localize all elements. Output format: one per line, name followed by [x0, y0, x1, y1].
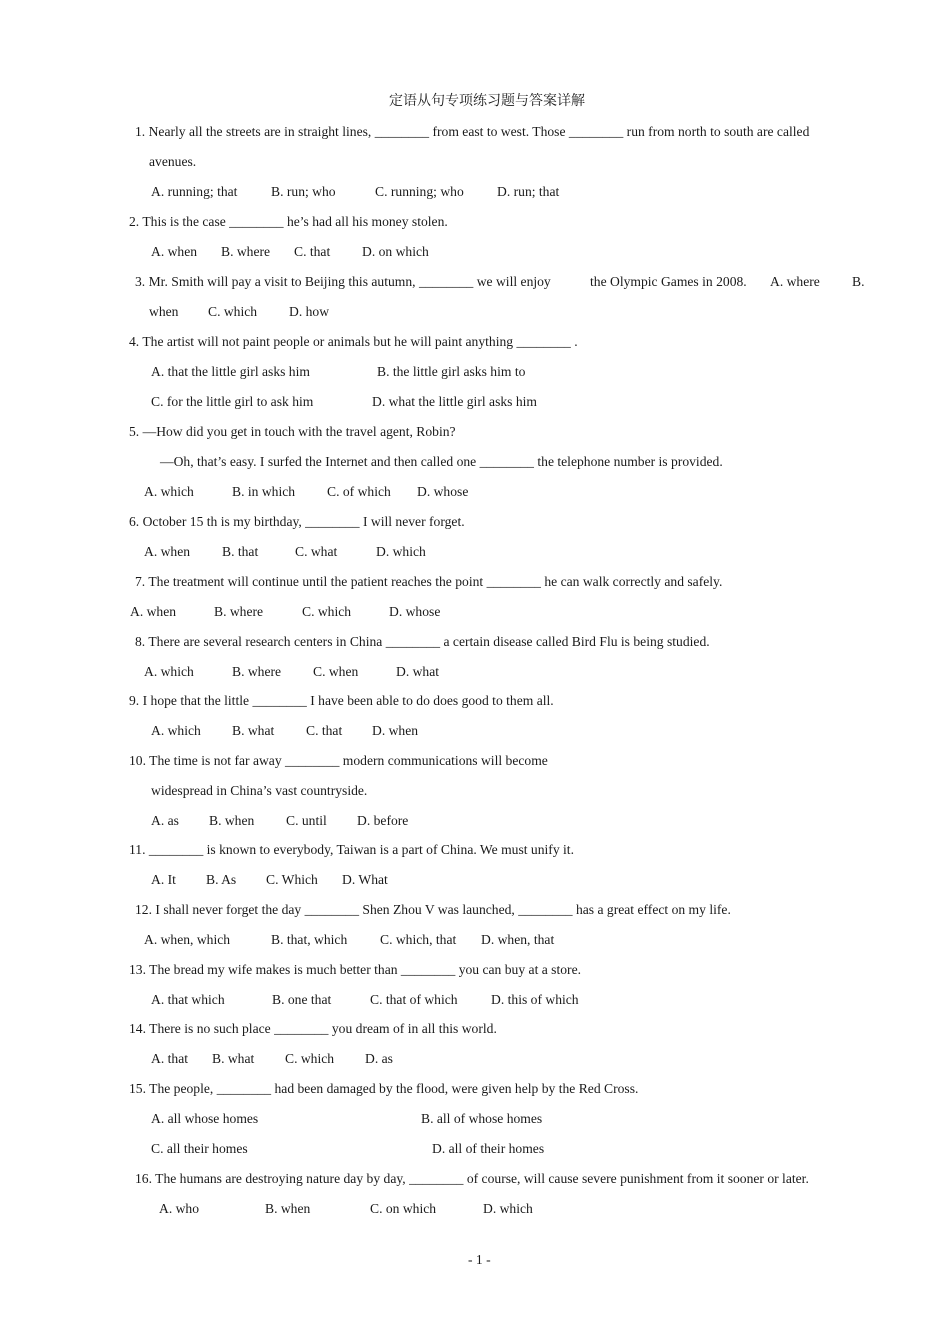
question-14-option-a: A. that	[151, 1051, 188, 1066]
question-5-option-c: C. of which	[327, 484, 391, 499]
question-7-option-a: A. when	[130, 604, 177, 619]
question-7-stem: 7. The treatment will continue until the patient reaches the point ________ he can walk correctly and safely.	[135, 574, 723, 589]
question-15-option-a: A. all whose homes	[151, 1111, 259, 1126]
question-14-stem: 14. There is no such place ________ you dream of in all this world.	[129, 1021, 497, 1036]
question-8-stem: 8. There are several research centers in China ________ a certain disease called Bird Flu is being studied.	[135, 634, 710, 649]
question-2-option-d: D. on which	[362, 244, 429, 259]
question-5-stem: 5. —How did you get in touch with the travel agent, Robin?	[129, 424, 456, 439]
question-10-stem: 10. The time is not far away ________ modern communications will become	[129, 753, 548, 768]
question-7-option-b: B. where	[214, 604, 264, 619]
question-7-option-d: D. whose	[389, 604, 441, 619]
question-6-option-b: B. that	[222, 544, 259, 559]
question-6-option-d: D. which	[376, 544, 426, 559]
question-14-option-c: C. which	[285, 1051, 335, 1066]
question-8-option-c: C. when	[313, 664, 359, 679]
question-12-stem: 12. I shall never forget the day ________ Shen Zhou V was launched, ________ has a great effect on my life.	[135, 902, 731, 917]
question-3-option-b-letter: B.	[852, 274, 865, 289]
question-12-option-d: D. when, that	[481, 932, 555, 947]
question-2-option-b: B. where	[221, 244, 271, 259]
question-3-stem: 3. Mr. Smith will pay a visit to Beijing this autumn, ________ we will enjoy	[135, 274, 551, 289]
question-16-option-c: C. on which	[370, 1201, 437, 1216]
question-2-stem: 2. This is the case ________ he’s had all his money stolen.	[129, 214, 448, 229]
question-4-option-c: C. for the little girl to ask him	[151, 394, 314, 409]
question-10-option-a: A. as	[151, 813, 179, 828]
question-1-option-a: A. running; that	[151, 184, 238, 199]
question-13-stem: 13. The bread my wife makes is much better than ________ you can buy at a store.	[129, 962, 581, 977]
question-1-stem: 1. Nearly all the streets are in straight lines, ________ from east to west. Those ________ run from north to south are called	[135, 124, 810, 139]
question-10-option-d: D. before	[357, 813, 409, 828]
question-11-option-a: A. It	[151, 872, 176, 887]
question-5-option-d: D. whose	[417, 484, 469, 499]
question-8-option-d: D. what	[396, 664, 440, 679]
question-6-option-c: C. what	[295, 544, 338, 559]
question-3-option-a: A. where	[770, 274, 820, 289]
question-12-option-a: A. when, which	[144, 932, 231, 947]
question-16-stem: 16. The humans are destroying nature day by day, ________ of course, will cause severe punishment from it sooner or later.	[135, 1171, 809, 1186]
question-16-option-d: D. which	[483, 1201, 533, 1216]
question-8-option-a: A. which	[144, 664, 194, 679]
question-10-option-c: C. until	[286, 813, 327, 828]
question-13-option-a: A. that which	[151, 992, 225, 1007]
question-3-option-c: C. which	[208, 304, 258, 319]
question-5-option-a: A. which	[144, 484, 194, 499]
question-4-option-a: A. that the little girl asks him	[151, 364, 310, 379]
question-9-option-c: C. that	[306, 723, 343, 738]
question-4-stem: 4. The artist will not paint people or animals but he will paint anything ________ .	[129, 334, 578, 349]
question-14-option-b: B. what	[212, 1051, 255, 1066]
question-5-option-b: B. in which	[232, 484, 296, 499]
question-1-option-b: B. run; who	[271, 184, 336, 199]
question-11-option-d: D. What	[342, 872, 388, 887]
question-15-stem: 15. The people, ________ had been damaged by the flood, were given help by the Red Cross.	[129, 1081, 639, 1096]
question-16-option-b: B. when	[265, 1201, 311, 1216]
question-6-option-a: A. when	[144, 544, 191, 559]
question-1-option-d: D. run; that	[497, 184, 560, 199]
question-15-option-d: D. all of their homes	[432, 1141, 545, 1156]
question-7-option-c: C. which	[302, 604, 352, 619]
question-13-option-c: C. that of which	[370, 992, 458, 1007]
question-2-option-c: C. that	[294, 244, 331, 259]
question-11-option-c: C. Which	[266, 872, 318, 887]
question-16-option-a: A. who	[159, 1201, 200, 1216]
question-6-stem: 6. October 15 th is my birthday, ________ I will never forget.	[129, 514, 465, 529]
question-12-option-c: C. which, that	[380, 932, 457, 947]
question-15-option-b: B. all of whose homes	[421, 1111, 543, 1126]
question-1-stem-cont: avenues.	[149, 154, 197, 169]
question-10-stem-cont: widespread in China’s vast countryside.	[151, 783, 368, 798]
question-11-option-b: B. As	[206, 872, 237, 887]
question-14-option-d: D. as	[365, 1051, 393, 1066]
question-13-option-d: D. this of which	[491, 992, 579, 1007]
question-11-stem: 11. ________ is known to everybody, Taiwan is a part of China. We must unify it.	[129, 842, 574, 857]
question-4-option-d: D. what the little girl asks him	[372, 394, 537, 409]
question-3-stem-cont: the Olympic Games in 2008.	[590, 274, 747, 289]
page-number: - 1 -	[468, 1252, 491, 1267]
question-10-option-b: B. when	[209, 813, 255, 828]
question-9-option-b: B. what	[232, 723, 275, 738]
question-15-option-c: C. all their homes	[151, 1141, 248, 1156]
question-8-option-b: B. where	[232, 664, 282, 679]
question-9-option-d: D. when	[372, 723, 419, 738]
question-2-option-a: A. when	[151, 244, 198, 259]
question-3-option-b-word: when	[149, 304, 179, 319]
question-1-option-c: C. running; who	[375, 184, 464, 199]
question-13-option-b: B. one that	[272, 992, 332, 1007]
question-12-option-b: B. that, which	[271, 932, 348, 947]
question-5-stem-cont: —Oh, that’s easy. I surfed the Internet and then called one ________ the telephone number is provided.	[160, 454, 723, 469]
question-3-option-d: D. how	[289, 304, 330, 319]
page-title: 定语从句专项练习题与答案详解	[389, 93, 585, 109]
question-4-option-b: B. the little girl asks him to	[377, 364, 526, 379]
question-9-option-a: A. which	[151, 723, 201, 738]
question-9-stem: 9. I hope that the little ________ I have been able to do does good to them all.	[129, 693, 554, 708]
